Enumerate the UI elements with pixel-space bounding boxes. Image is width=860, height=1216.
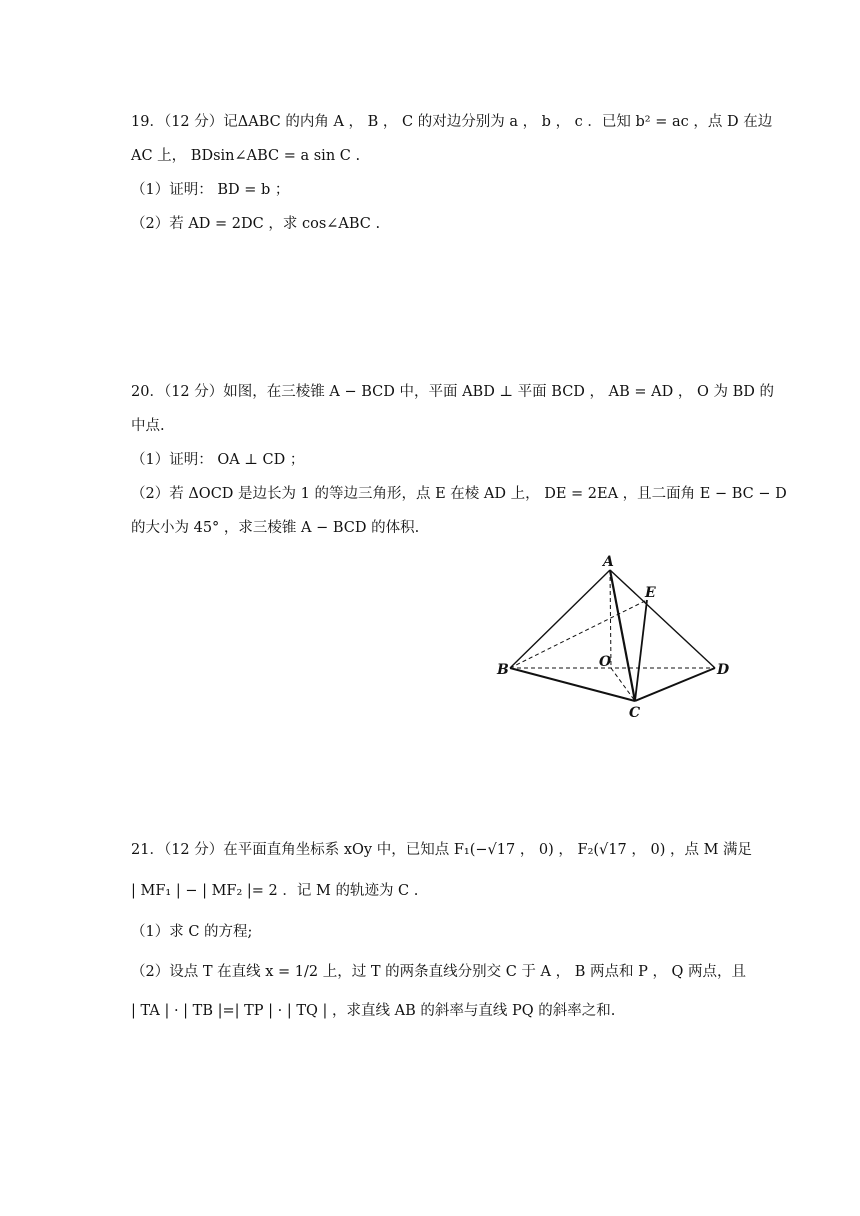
label-b: B [497,662,509,678]
q21-part2-line2: | TA | · | TB |=| TP | · | TQ | ，求直线 AB 的斜率与直线 PQ 的斜率之和. [131,1003,616,1019]
edge-bc [510,668,635,701]
q21-part2-line1: （2）设点 T 在直线 x = 1/2 上，过 T 的两条直线分别交 C 于 A ， B 两点和 P ， Q 两点，且 [131,964,747,980]
q19-stem-line2: AC 上， BDsin∠ABC = a sin C . [131,148,361,164]
label-o: O [599,654,612,670]
label-d: D [717,662,730,678]
q19-part1: （1）证明： BD = b ； [131,182,290,198]
q20-part1: （1）证明： OA ⊥ CD ； [131,452,305,468]
q21-stem-line2: | MF₁ | − | MF₂ |= 2 ．记 M 的轨迹为 C . [131,883,419,899]
edge-cd [635,668,715,701]
q21-stem-line1: 21．（12 分）在平面直角坐标系 xOy 中，已知点 F₁(−√17 ， 0) ， F₂(√17 ， 0) ，点 M 满足 [131,842,753,858]
edge-ab [510,570,610,668]
q19-stem-line1: 19．（12 分）记ΔABC 的内角 A ， B ， C 的对边分别为 a ， b ， c ．已知 b² = ac ，点 D 在边 [131,114,773,130]
q20-stem-line2: 中点. [131,418,165,434]
q19-part2: （2）若 AD = 2DC ，求 cos∠ABC . [131,216,381,232]
q20-part2-line1: （2）若 ΔOCD 是边长为 1 的等边三角形，点 E 在棱 AD 上， DE = 2EA ，且二面角 E − BC − D [131,486,787,502]
label-e: E [645,585,656,601]
label-c: C [629,705,641,720]
edge-ec [635,600,647,701]
q21-part1: （1）求 C 的方程; [131,924,253,940]
q20-stem-line1: 20．（12 分）如图，在三棱锥 A − BCD 中，平面 ABD ⊥ 平面 BCD ， AB = AD ， O 为 BD 的 [131,384,774,400]
label-a: A [603,554,614,570]
q20-part2-line2: 的大小为 45° ，求三棱锥 A − BCD 的体积. [131,520,420,536]
tetrahedron-figure [495,550,735,720]
